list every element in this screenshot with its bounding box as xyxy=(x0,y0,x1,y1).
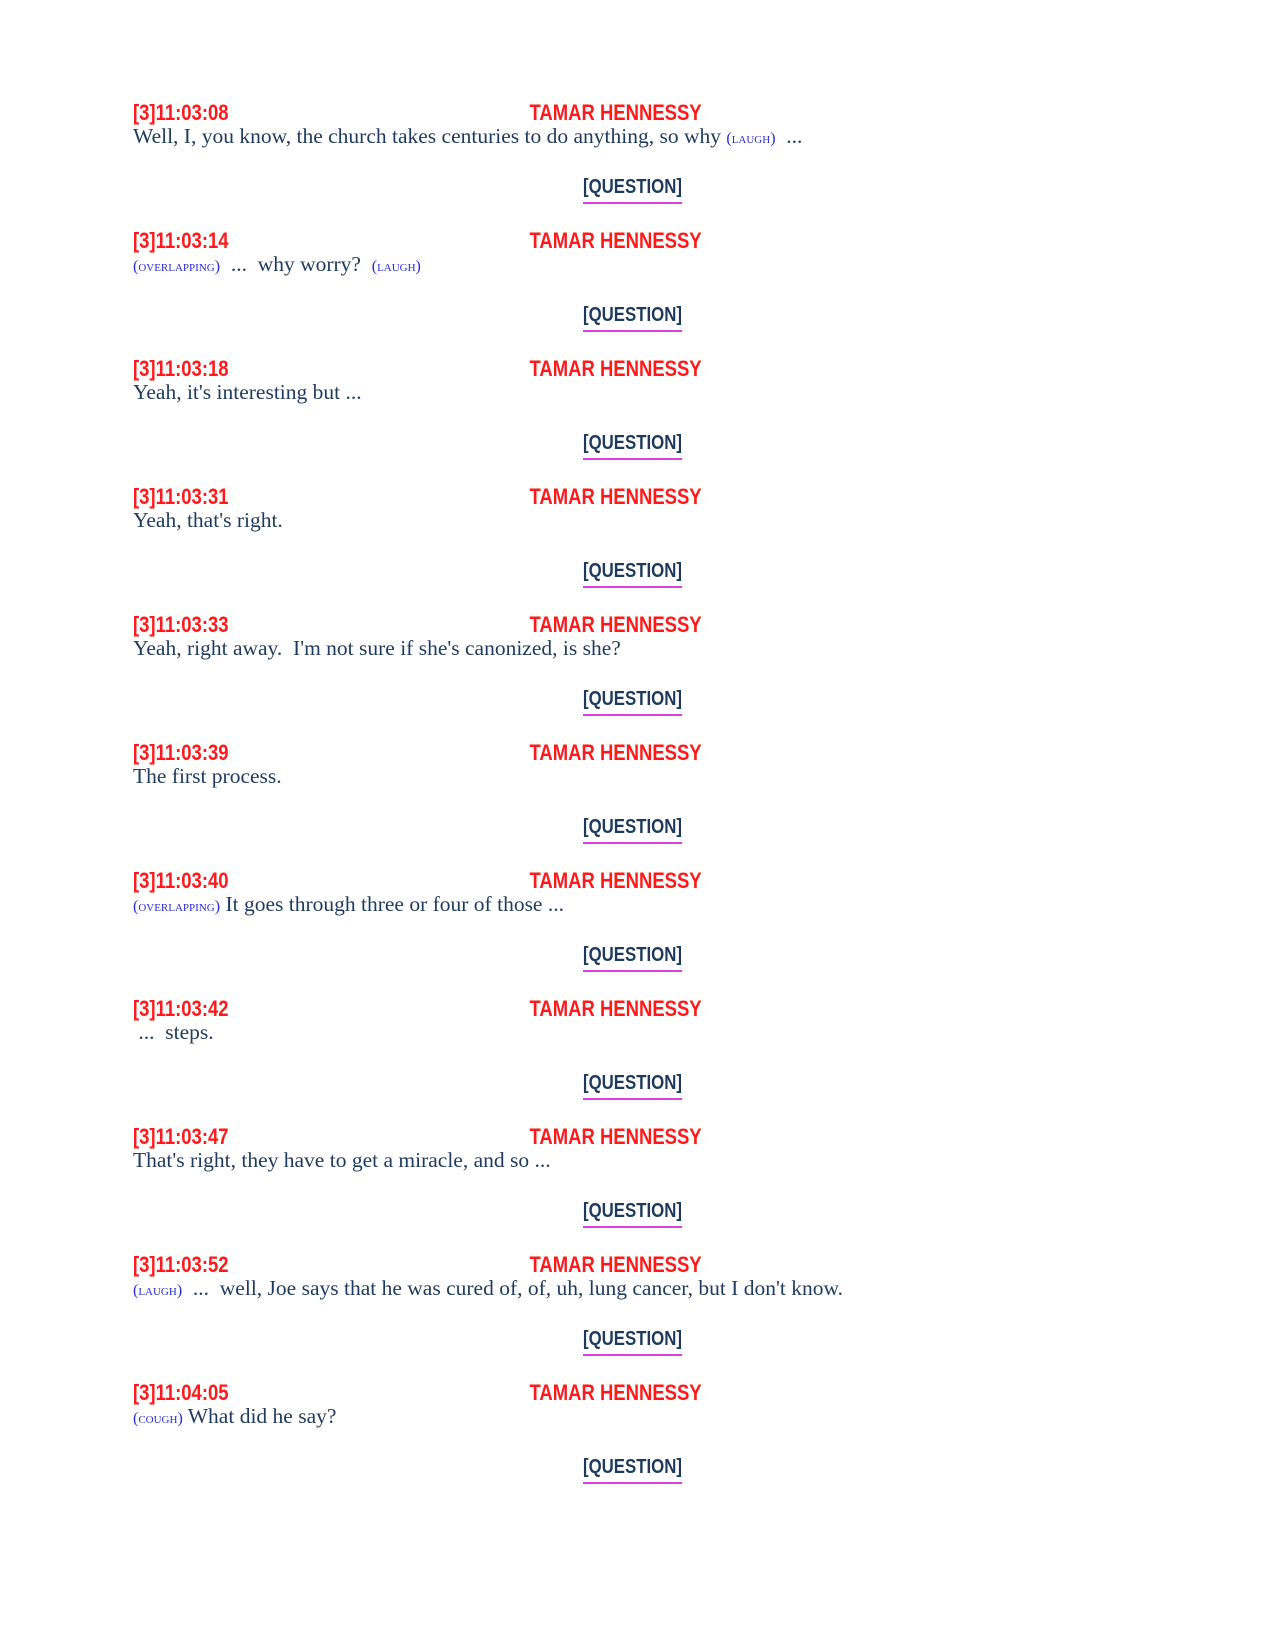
question-marker: [QUESTION] xyxy=(583,432,682,460)
speaker-name: TAMAR HENNESSY xyxy=(529,228,702,253)
transcript-line xyxy=(133,892,564,917)
speaker-name: TAMAR HENNESSY xyxy=(529,1252,702,1277)
timecode: [3]11:03:39 xyxy=(133,740,229,765)
speaker-name: TAMAR HENNESSY xyxy=(529,484,702,509)
question-marker: [QUESTION] xyxy=(583,560,682,588)
transcript-entry xyxy=(133,1124,1173,1252)
timecode: [3]11:03:40 xyxy=(133,868,229,893)
transcript-line xyxy=(133,764,282,789)
entry-header xyxy=(133,996,1007,1022)
speaker-name: TAMAR HENNESSY xyxy=(529,612,702,637)
spoken-text: It goes through three or four of those ... xyxy=(220,892,564,916)
timecode: [3]11:03:52 xyxy=(133,1252,229,1277)
sound-cue: (laugh) xyxy=(133,1282,183,1299)
transcript-line xyxy=(133,636,621,661)
transcript-line xyxy=(133,252,421,277)
entry-header xyxy=(133,1380,1007,1406)
spoken-text: Yeah, that's right. xyxy=(133,508,283,532)
transcript-line xyxy=(133,1020,214,1045)
entry-header xyxy=(133,1124,1007,1150)
entry-header xyxy=(133,612,1007,638)
sound-cue: (overlapping) xyxy=(133,258,221,275)
entry-header xyxy=(133,228,1007,254)
spoken-text: The first process. xyxy=(133,764,282,788)
spoken-text: Yeah, it's interesting but ... xyxy=(133,380,362,404)
spoken-text: ... xyxy=(775,124,803,148)
question-marker: [QUESTION] xyxy=(583,1328,682,1356)
entry-header xyxy=(133,484,1007,510)
spoken-text: ... why worry? xyxy=(220,252,372,276)
speaker-name: TAMAR HENNESSY xyxy=(529,868,702,893)
spoken-text: Well, I, you know, the church takes centuries to do anything, so why xyxy=(133,124,727,148)
transcript-entry xyxy=(133,612,1173,740)
speaker-name: TAMAR HENNESSY xyxy=(529,996,702,1021)
question-marker: [QUESTION] xyxy=(583,304,682,332)
speaker-name: TAMAR HENNESSY xyxy=(529,100,702,125)
question-marker: [QUESTION] xyxy=(583,1456,682,1484)
transcript-entry xyxy=(133,100,1173,228)
entry-header xyxy=(133,100,1007,126)
spoken-text: Yeah, right away. I'm not sure if she's canonized, is she? xyxy=(133,636,621,660)
entry-header xyxy=(133,868,1007,894)
transcript-entry xyxy=(133,484,1173,612)
sound-cue: (cough) xyxy=(133,1410,183,1427)
question-marker: [QUESTION] xyxy=(583,1200,682,1228)
question-marker: [QUESTION] xyxy=(583,1072,682,1100)
transcript-line xyxy=(133,1148,551,1173)
entry-header xyxy=(133,1252,1007,1278)
spoken-text: What did he say? xyxy=(182,1404,337,1428)
entry-header xyxy=(133,356,1007,382)
speaker-name: TAMAR HENNESSY xyxy=(529,356,702,381)
timecode: [3]11:03:42 xyxy=(133,996,229,1021)
speaker-name: TAMAR HENNESSY xyxy=(529,1380,702,1405)
transcript-line xyxy=(133,1276,843,1301)
entry-header xyxy=(133,740,1007,766)
speaker-name: TAMAR HENNESSY xyxy=(529,740,702,765)
transcript-entry xyxy=(133,228,1173,356)
sound-cue: (overlapping) xyxy=(133,898,221,915)
transcript-entry xyxy=(133,868,1173,996)
question-marker: [QUESTION] xyxy=(583,176,682,204)
timecode: [3]11:03:14 xyxy=(133,228,229,253)
transcript-line xyxy=(133,508,283,533)
timecode: [3]11:03:31 xyxy=(133,484,229,509)
question-marker: [QUESTION] xyxy=(583,816,682,844)
timecode: [3]11:04:05 xyxy=(133,1380,229,1405)
transcript-line xyxy=(133,380,362,405)
transcript-entry xyxy=(133,1380,1173,1508)
sound-cue: (laugh) xyxy=(726,130,776,147)
speaker-name: TAMAR HENNESSY xyxy=(529,1124,702,1149)
transcript-line xyxy=(133,1404,336,1429)
transcript-entry xyxy=(133,356,1173,484)
timecode: [3]11:03:18 xyxy=(133,356,229,381)
transcript-entry xyxy=(133,996,1173,1124)
timecode: [3]11:03:47 xyxy=(133,1124,229,1149)
sound-cue: (laugh) xyxy=(371,258,421,275)
transcript-entry xyxy=(133,1252,1173,1380)
spoken-text: ... steps. xyxy=(133,1020,214,1044)
transcript-line xyxy=(133,124,802,149)
transcript-entry xyxy=(133,740,1173,868)
timecode: [3]11:03:33 xyxy=(133,612,229,637)
spoken-text: ... well, Joe says that he was cured of, of, uh, lung cancer, but I don't know. xyxy=(182,1276,843,1300)
spoken-text: That's right, they have to get a miracle, and so ... xyxy=(133,1148,551,1172)
question-marker: [QUESTION] xyxy=(583,688,682,716)
question-marker: [QUESTION] xyxy=(583,944,682,972)
transcript xyxy=(133,100,1173,1508)
timecode: [3]11:03:08 xyxy=(133,100,229,125)
